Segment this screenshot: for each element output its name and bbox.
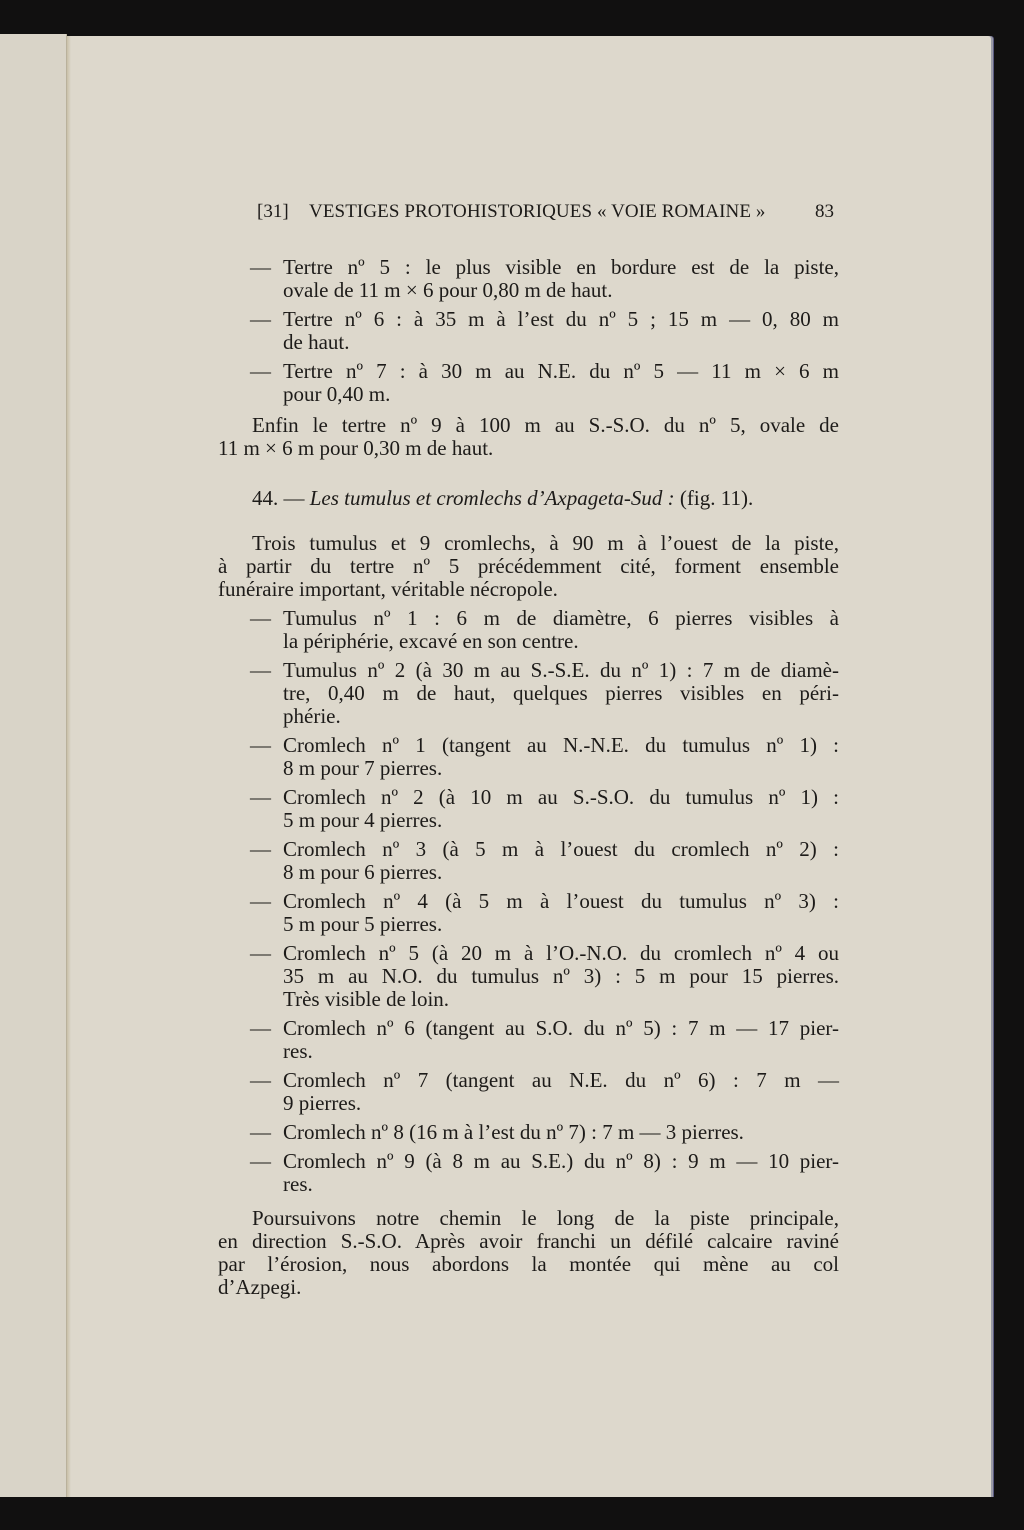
- em-dash-marker: —: [250, 1120, 271, 1144]
- monument-item-line: Très visible de loin.: [283, 987, 450, 1011]
- figure-reference: (fig. 11).: [674, 486, 754, 510]
- monument-item-line: 8 m pour 7 pierres.: [283, 756, 443, 780]
- em-dash-marker: —: [250, 837, 271, 861]
- monument-item-line: Cromlech nº 8 (16 m à l’est du nº 7) : 7 m — 3 pierres.: [283, 1120, 744, 1144]
- monument-item-line: Tumulus nº 1 : 6 m de diamètre, 6 pierres visibles à: [283, 606, 839, 630]
- monument-item-line: Cromlech nº 7 (tangent au N.E. du nº 6) : 7 m —: [283, 1068, 839, 1092]
- em-dash-marker: —: [250, 889, 271, 913]
- em-dash-marker: —: [250, 733, 271, 757]
- monument-item-line: 5 m pour 5 pierres.: [283, 912, 443, 936]
- monument-item-line: phérie.: [283, 704, 341, 728]
- em-dash-marker: —: [250, 941, 271, 965]
- tertre-item-line: pour 0,40 m.: [283, 382, 391, 406]
- em-dash-marker: —: [250, 1068, 271, 1092]
- monument-item-line: Cromlech nº 3 (à 5 m à l’ouest du cromlech nº 2) :: [283, 837, 839, 861]
- tertre-item-line: ovale de 11 m × 6 pour 0,80 m de haut.: [283, 278, 613, 302]
- monument-item-line: res.: [283, 1172, 313, 1196]
- em-dash-marker: —: [250, 785, 271, 809]
- monument-item-line: tre, 0,40 m de haut, quelques pierres visibles en péri-: [283, 681, 839, 705]
- paragraph-line: 11 m × 6 m pour 0,30 m de haut.: [218, 436, 494, 460]
- tertre-item-line: Tertre nº 5 : le plus visible en bordure est de la piste,: [283, 255, 839, 279]
- monument-item-line: la périphérie, excavé en son centre.: [283, 629, 579, 653]
- section-title: Les tumulus et cromlechs d’Axpageta-Sud :: [309, 486, 675, 510]
- paragraph-line: à partir du tertre nº 5 précédemment cité, forment ensemble: [218, 554, 839, 578]
- monument-item-line: Cromlech nº 1 (tangent au N.-N.E. du tumulus nº 1) :: [283, 733, 839, 757]
- paragraph-line: Enfin le tertre nº 9 à 100 m au S.-S.O. du nº 5, ovale de: [252, 413, 839, 437]
- paragraph-line: en direction S.-S.O. Après avoir franchi un défilé calcaire raviné: [218, 1229, 839, 1253]
- tertre-item-line: Tertre nº 7 : à 30 m au N.E. du nº 5 — 11 m × 6 m: [283, 359, 839, 383]
- monument-item-line: Cromlech nº 4 (à 5 m à l’ouest du tumulus nº 3) :: [283, 889, 839, 913]
- em-dash-marker: —: [250, 1016, 271, 1040]
- em-dash-marker: —: [250, 255, 271, 279]
- section-number: 44. —: [252, 486, 310, 510]
- monument-item-line: 35 m au N.O. du tumulus nº 3) : 5 m pour 15 pierres.: [283, 964, 839, 988]
- monument-item-line: 9 pierres.: [283, 1091, 362, 1115]
- section-heading: [252, 487, 839, 510]
- em-dash-marker: —: [250, 606, 271, 630]
- monument-item-line: Cromlech nº 5 (à 20 m à l’O.-N.O. du cromlech nº 4 ou: [283, 941, 839, 965]
- em-dash-marker: —: [250, 307, 271, 331]
- facing-page-edge: [0, 34, 67, 1497]
- em-dash-marker: —: [250, 1149, 271, 1173]
- tertre-item-line: Tertre nº 6 : à 35 m à l’est du nº 5 ; 15 m — 0, 80 m: [283, 307, 839, 331]
- paragraph-line: Poursuivons notre chemin le long de la piste principale,: [252, 1206, 839, 1230]
- monument-item-line: Cromlech nº 9 (à 8 m au S.E.) du nº 8) : 9 m — 10 pier-: [283, 1149, 839, 1173]
- monument-item-line: Cromlech nº 2 (à 10 m au S.-S.O. du tumulus nº 1) :: [283, 785, 839, 809]
- monument-item-line: 8 m pour 6 pierres.: [283, 860, 443, 884]
- paragraph-line: d’Azpegi.: [218, 1275, 302, 1299]
- paragraph-line: par l’érosion, nous abordons la montée qui mène au col: [218, 1252, 839, 1276]
- monument-item-line: 5 m pour 4 pierres.: [283, 808, 443, 832]
- section-reference: [31]: [257, 201, 289, 222]
- page-number: 83: [815, 201, 834, 222]
- tertre-item-line: de haut.: [283, 330, 350, 354]
- monument-item-line: Tumulus nº 2 (à 30 m au S.-S.E. du nº 1) : 7 m de diamè-: [283, 658, 839, 682]
- em-dash-marker: —: [250, 359, 271, 383]
- running-title: VESTIGES PROTOHISTORIQUES « VOIE ROMAINE »: [309, 201, 766, 222]
- paragraph-line: funéraire important, véritable nécropole.: [218, 577, 558, 601]
- em-dash-marker: —: [250, 658, 271, 682]
- monument-item-line: res.: [283, 1039, 313, 1063]
- paragraph-line: Trois tumulus et 9 cromlechs, à 90 m à l’ouest de la piste,: [252, 531, 839, 555]
- monument-item-line: Cromlech nº 6 (tangent au S.O. du nº 5) : 7 m — 17 pier-: [283, 1016, 839, 1040]
